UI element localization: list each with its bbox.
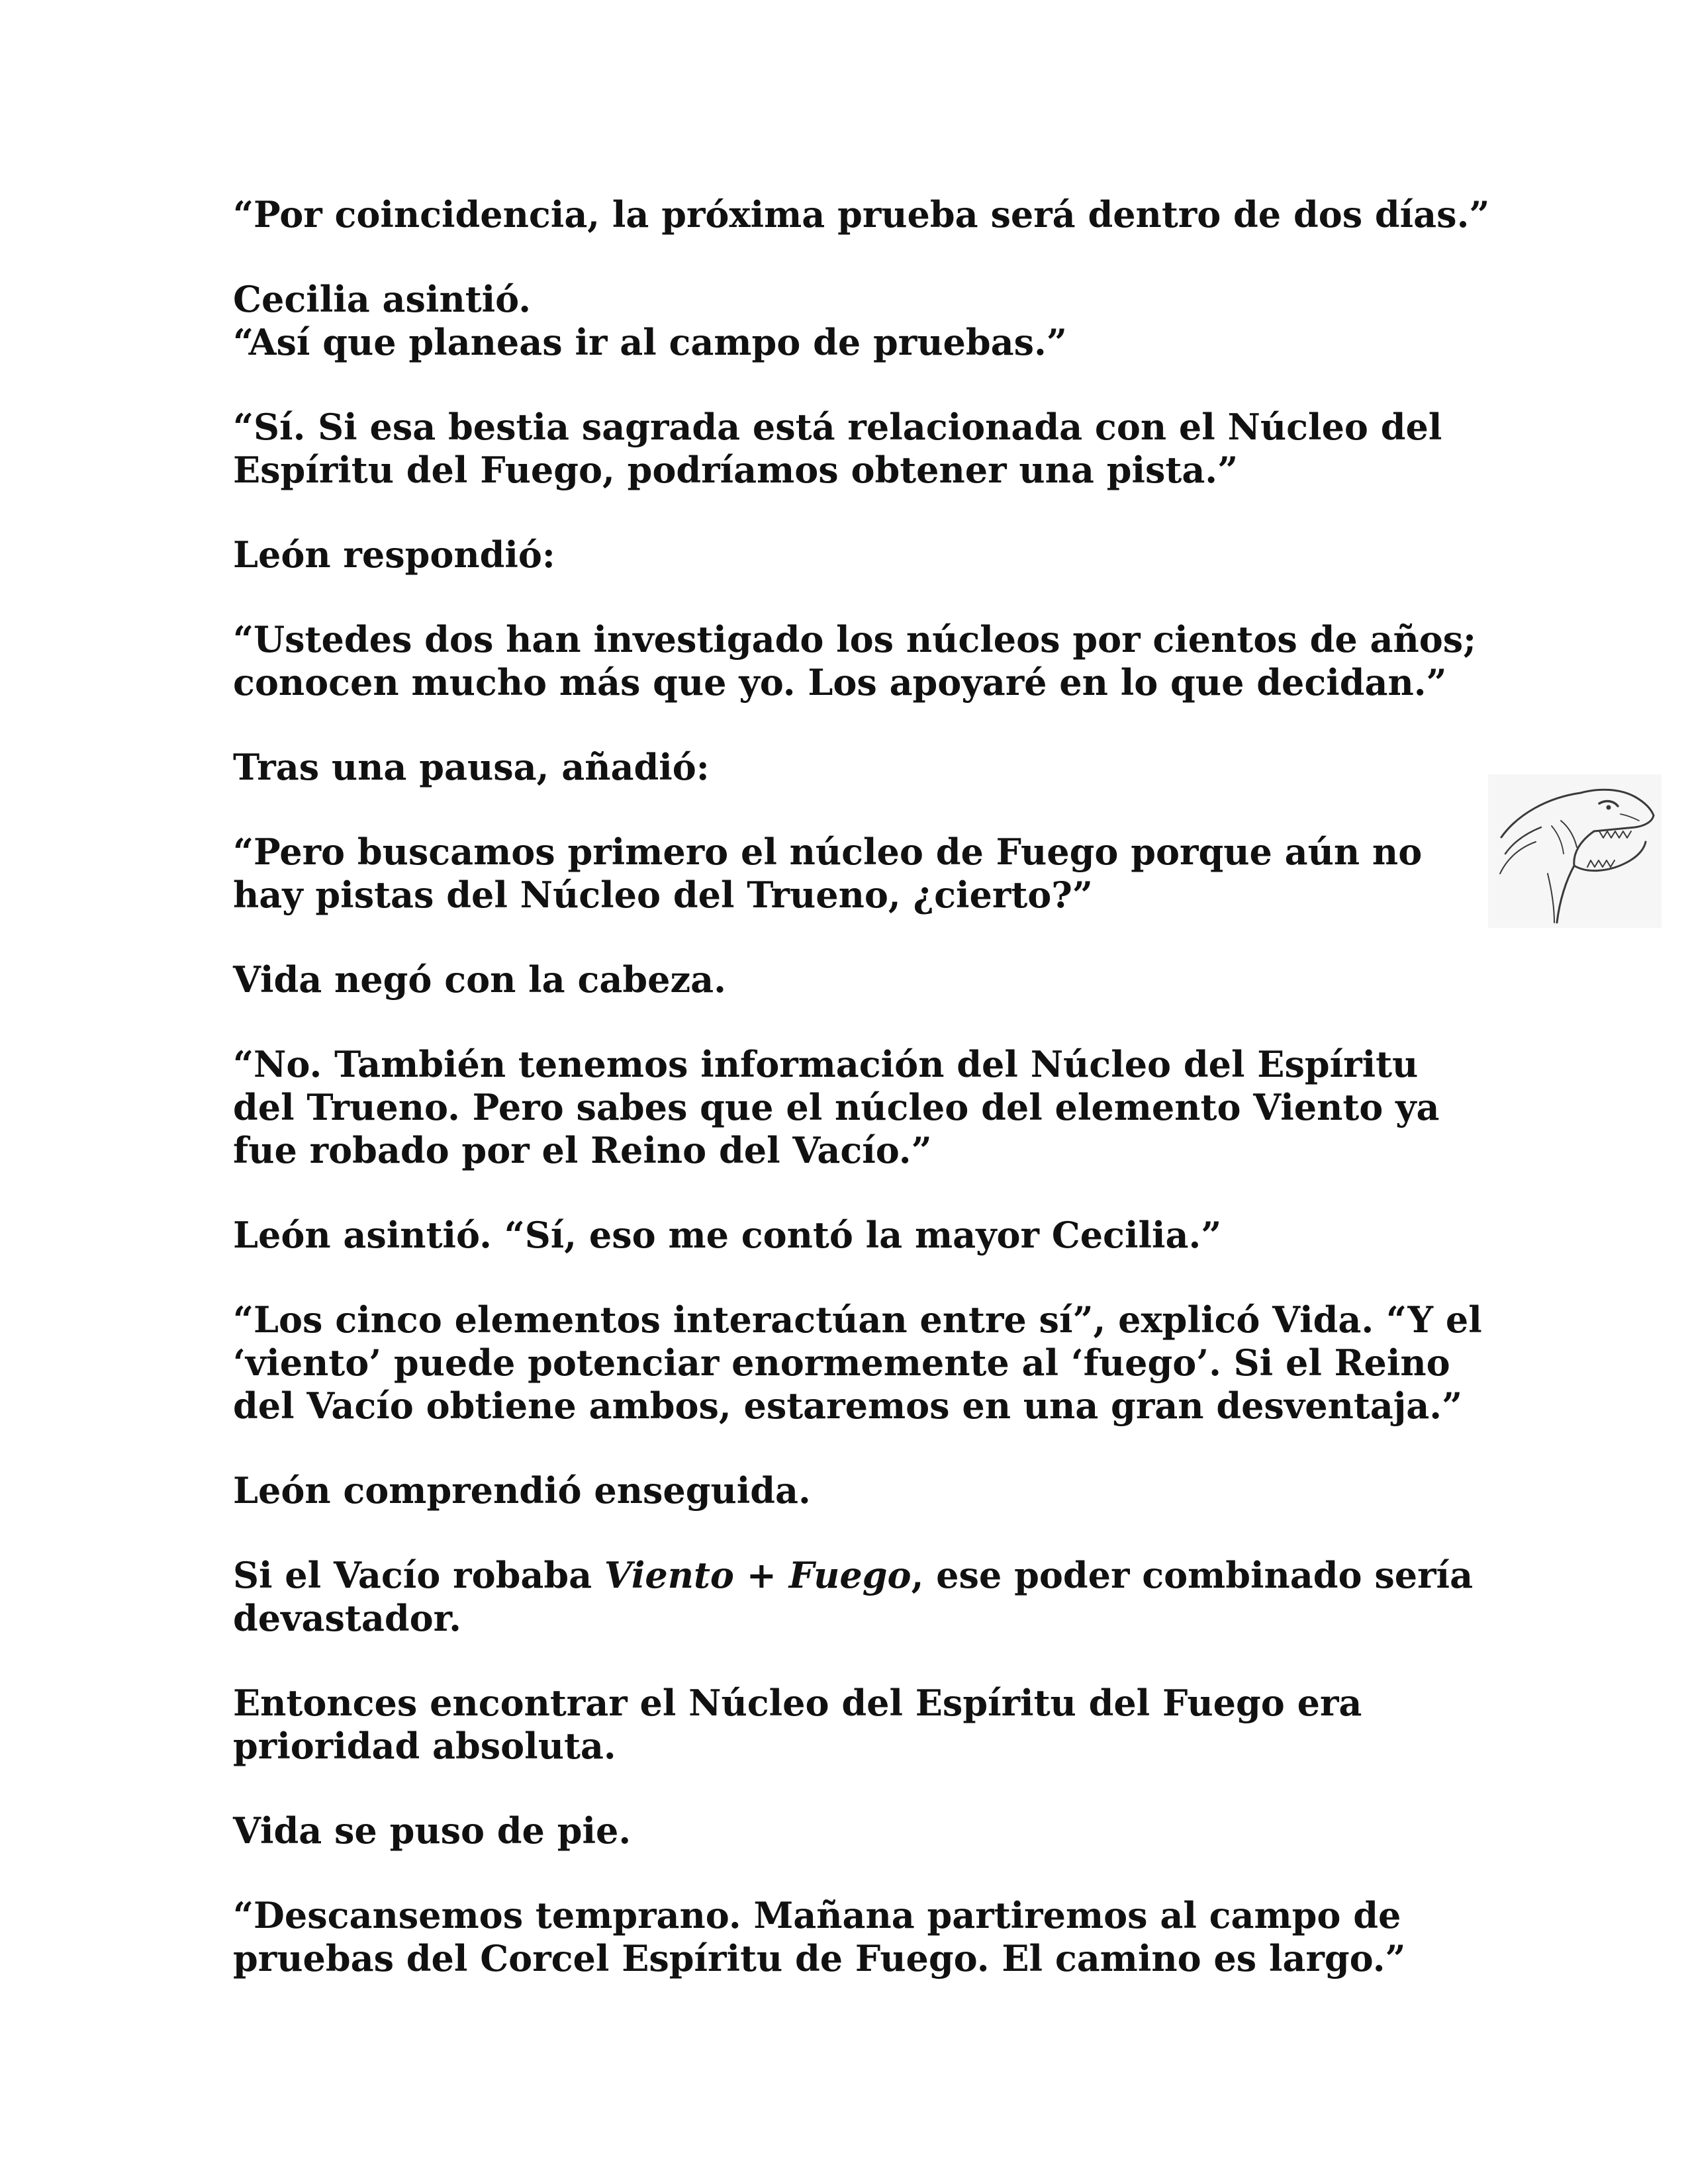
paragraph-16 xyxy=(233,1809,1491,1852)
text-line: “Así que planeas ir al campo de pruebas.” xyxy=(233,321,1067,363)
text-line: León comprendió enseguida. xyxy=(233,1469,811,1512)
paragraph-13 xyxy=(233,1469,1491,1512)
text-run: Si el Vacío robaba xyxy=(233,1554,604,1596)
text-line: hay pistas del Núcleo del Trueno, ¿cierto?” xyxy=(233,874,1093,916)
text-line: devastador. xyxy=(233,1597,461,1639)
paragraph-1 xyxy=(233,193,1491,236)
paragraph-9 xyxy=(233,958,1491,1001)
text-line: “Descansemos temprano. Mañana partiremos al campo de xyxy=(233,1894,1401,1936)
paragraph-12 xyxy=(233,1298,1491,1428)
text-line: “Los cinco elementos interactúan entre sí”, explicó Vida. “Y el xyxy=(233,1298,1482,1341)
text-line: Entonces encontrar el Núcleo del Espíritu del Fuego era xyxy=(233,1682,1362,1724)
paragraph-3 xyxy=(233,321,1491,364)
paragraph-15 xyxy=(233,1682,1491,1768)
paragraph-6 xyxy=(233,618,1491,704)
paragraph-2 xyxy=(233,278,1491,321)
text-line: del Trueno. Pero sabes que el núcleo del elemento Viento ya xyxy=(233,1086,1440,1128)
text-line: “Por coincidencia, la próxima prueba será dentro de dos días.” xyxy=(233,193,1490,236)
paragraph-8 xyxy=(233,831,1491,917)
text-line: “Pero buscamos primero el núcleo de Fuego porque aún no xyxy=(233,831,1423,873)
text-line: Cecilia asintió. xyxy=(233,278,532,320)
text-line: León respondió: xyxy=(233,533,555,576)
paragraph-14 xyxy=(233,1554,1491,1640)
paragraph-11 xyxy=(233,1214,1491,1257)
text-line: Vida negó con la cabeza. xyxy=(233,958,726,1001)
text-line: prioridad absoluta. xyxy=(233,1725,616,1767)
story-text xyxy=(233,193,1491,1980)
text-run: , ese poder combinado sería xyxy=(911,1554,1474,1596)
text-line: Espíritu del Fuego, podríamos obtener una pista.” xyxy=(233,449,1239,491)
text-line: León asintió. “Sí, eso me contó la mayor Cecilia.” xyxy=(233,1214,1222,1256)
text-line: Tras una pausa, añadió: xyxy=(233,746,710,788)
paragraph-17 xyxy=(233,1894,1491,1980)
text-line: Vida se puso de pie. xyxy=(233,1809,632,1852)
text-line: ‘viento’ puede potenciar enormemente al ‘fuego’. Si el Reino xyxy=(233,1342,1450,1384)
text-line: “Ustedes dos han investigado los núcleos por cientos de años; xyxy=(233,618,1477,660)
text-line-mixed xyxy=(233,1554,1491,1597)
text-line: fue robado por el Reino del Vacío.” xyxy=(233,1129,932,1171)
text-line: “No. También tenemos información del Núcleo del Espíritu xyxy=(233,1043,1419,1085)
text-line: conocen mucho más que yo. Los apoyaré en lo que decidan.” xyxy=(233,661,1447,704)
text-line: “Sí. Si esa bestia sagrada está relacionada con el Núcleo del xyxy=(233,406,1442,448)
paragraph-7 xyxy=(233,746,1491,789)
paragraph-5 xyxy=(233,533,1491,576)
paragraph-4 xyxy=(233,406,1491,492)
italic-text-run: Viento + Fuego xyxy=(604,1554,912,1596)
text-line: pruebas del Corcel Espíritu de Fuego. El camino es largo.” xyxy=(233,1937,1406,1979)
paragraph-10 xyxy=(233,1043,1491,1172)
dinosaur-head-sketch-icon xyxy=(1488,774,1662,928)
text-line: del Vacío obtiene ambos, estaremos en una gran desventaja.” xyxy=(233,1385,1463,1427)
